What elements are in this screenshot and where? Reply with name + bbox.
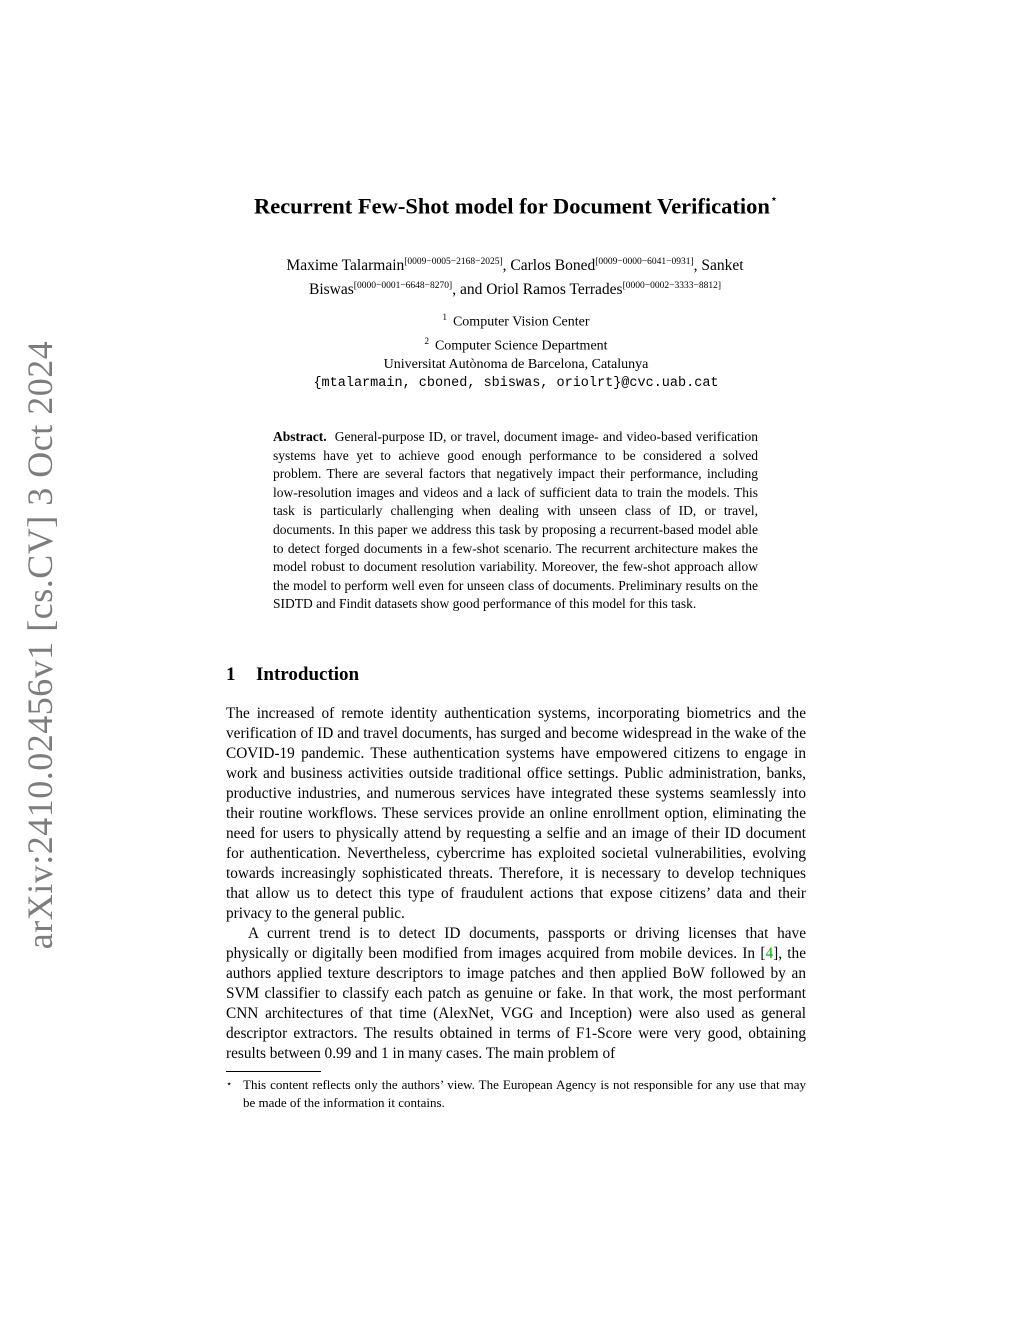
section-heading-introduction	[226, 663, 359, 687]
introduction-body	[226, 704, 806, 1064]
author-orcid: [0000−0001−6648−8270]	[353, 281, 453, 292]
paragraph-text: ], the authors applied texture descriptors to image patches and then applied BoW followed by an SVM classifier to classify each patch as genuine or fake. In that work, the most performant CNN architectures of that time (AlexNet, VGG and Inception) were also used as general descriptor extractors. The results obtained in terms of F1-Score were very good, obtaining results between 0.99 and 1 in many cases. The main problem of	[226, 945, 806, 1062]
footnote-text: This content reflects only the authors’ view. The European Agency is not responsible for any use that may be made of the information it contains.	[243, 1077, 806, 1110]
affiliation-2-mark: 2	[424, 335, 429, 346]
abstract	[273, 428, 758, 614]
abstract-text: General-purpose ID, or travel, document image- and video-based verification systems have yet to achieve good enough performance to be considered a solved problem. There are several factors that negatively impact their performance, including low-resolution images and videos and a lack of sufficient data to train the models. This task is particularly challenging when dealing with unseen class of ID, or travel, documents. In this paper we address this task by proposing a recurrent-based model able to detect forged documents in a few-shot scenario. The recurrent architecture makes the model robust to document resolution variability. Moreover, the few-shot approach allow the model to perform well even for unseen class of documents. Preliminary results on the SIDTD and Findit datasets show good performance of this model for this task.	[273, 429, 758, 612]
affiliation-2-text: Computer Science Department	[434, 338, 608, 354]
author-separator: ,	[693, 257, 702, 275]
title-footnote-mark: ⋆	[769, 191, 779, 206]
author-list	[222, 252, 808, 300]
author-name: Carlos Boned	[510, 257, 596, 275]
paragraph: The increased of remote identity authentication systems, incorporating biometrics and the verification of ID and travel documents, has surged and become widespread in the wake of the COVID-19 pandemic. These authentication systems have empowered citizens to engage in work and business activities outside traditional office settings. Public administration, banks, productive industries, and numerous services have integrated these systems seamlessly into their routine workflows. These services provide an online enrollment option, eliminating the need for users to physically attend by requesting a selfie and an image of their ID document for authentication. Nevertheless, cybercrime has exploited societal vulnerabilities, evolving towards increasingly sophisticated threats. Therefore, it is necessary to develop techniques that allow us to detect this type of fraudulent actions that expose citizens’ data and their privacy to the general public.	[226, 705, 806, 922]
author-name: Oriol Ramos Terrades	[486, 281, 623, 299]
author-orcid: [0000−0002−3333−8812]	[622, 281, 721, 292]
paper-title	[226, 186, 806, 222]
arxiv-identifier: arXiv:2410.02456v1 [cs.CV] 3 Oct 2024	[20, 340, 60, 950]
citation-link[interactable]: 4	[765, 945, 774, 962]
section-number: 1	[226, 664, 236, 685]
author-name: Maxime Talarmain	[286, 257, 405, 275]
affiliation-1	[226, 308, 806, 332]
footnote-divider	[226, 1071, 321, 1072]
author-emails: {mtalarmain, cboned, sbiswas, oriolrt}@cvc.uab.cat	[313, 376, 719, 392]
abstract-label: Abstract.	[273, 429, 327, 444]
affiliation-1-mark: 1	[442, 312, 447, 322]
section-title: Introduction	[256, 664, 360, 685]
paragraph	[226, 924, 806, 1064]
paper-title-text: Recurrent Few-Shot model for Document Verification	[253, 193, 770, 219]
author-orcid: [0009−0005−2168−2025]	[404, 257, 503, 267]
affiliation-1-text: Computer Vision Center	[452, 314, 590, 330]
paragraph-text: A current trend is to detect ID documents, passports or driving licenses that have physically or digitally been modified from images acquired from mobile devices. In [	[226, 925, 806, 962]
footnote-mark: ⋆	[226, 1079, 233, 1090]
author-separator: , and	[452, 281, 487, 299]
author-separator: ,	[502, 257, 511, 275]
affiliations	[226, 308, 806, 393]
author-name: Sanket Biswas	[309, 257, 744, 299]
footnote	[226, 1076, 806, 1112]
author-orcid: [0009−0000−6041−0931]	[595, 257, 694, 267]
affiliation-2	[226, 332, 806, 356]
university: Universitat Autònoma de Barcelona, Catalunya	[383, 357, 649, 373]
